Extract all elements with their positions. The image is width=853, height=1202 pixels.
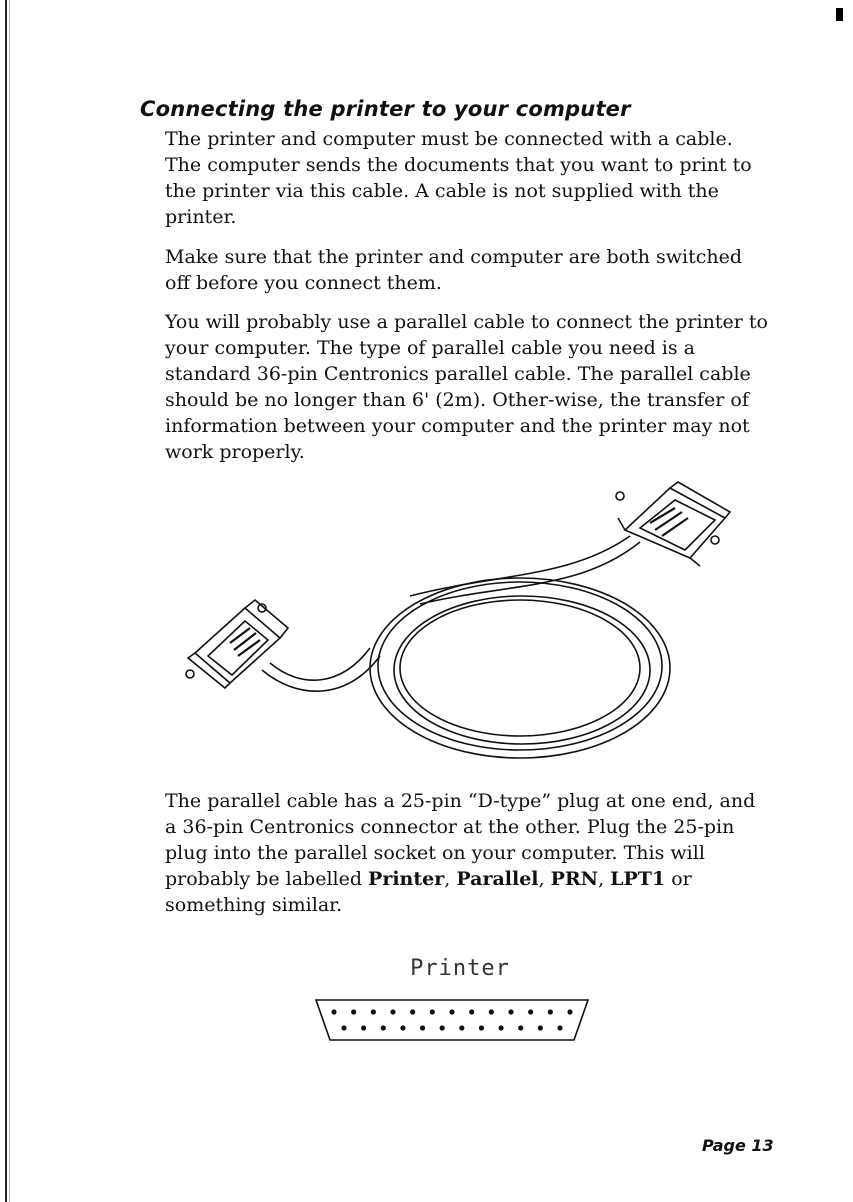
binding-edge-shadow <box>9 0 10 1202</box>
port-pin <box>420 1025 425 1030</box>
port-pin <box>528 1009 533 1014</box>
cable-lead-left <box>270 648 370 680</box>
port-pin <box>489 1009 494 1014</box>
section-heading: Connecting the printer to your computer <box>140 97 631 121</box>
paragraph-plug-instructions <box>165 788 770 918</box>
port-pin <box>430 1009 435 1014</box>
separator: , <box>444 868 457 890</box>
label-printer: Printer <box>368 868 445 890</box>
label-prn: PRN <box>550 868 599 890</box>
port-pin <box>518 1025 523 1030</box>
port-pin <box>410 1009 415 1014</box>
corner-registration-mark <box>836 8 843 21</box>
port-pin <box>341 1025 346 1030</box>
port-pin <box>400 1025 405 1030</box>
label-parallel: Parallel <box>456 868 539 890</box>
centronics-connector-right <box>616 482 730 566</box>
separator: , <box>538 868 551 890</box>
port-label: Printer <box>410 956 510 981</box>
port-pin <box>557 1025 562 1030</box>
paragraph-plug-text: The parallel cable has a 25-pin “D-type” plug at one end, and a 36-pin Centronics connector at the other. Plug the 25-pin plug into the parallel socket on your computer. This will probably be labelled <box>165 790 756 890</box>
port-pin <box>567 1009 572 1014</box>
label-lpt1: LPT1 <box>610 868 666 890</box>
db25-port-diagram <box>312 996 592 1044</box>
db25-port-outline <box>316 1000 588 1040</box>
port-pin <box>508 1009 513 1014</box>
port-pin <box>351 1009 356 1014</box>
port-pin <box>440 1025 445 1030</box>
pin-row-bottom <box>341 1025 562 1030</box>
port-pin <box>498 1025 503 1030</box>
port-pin <box>381 1025 386 1030</box>
port-pin <box>361 1025 366 1030</box>
paragraph-plug-tail: or something similar. <box>165 868 692 916</box>
port-pin <box>390 1009 395 1014</box>
paragraph-parallel-cable: You will probably use a parallel cable to connect the printer to your computer. The type of parallel cable you need is a standard 36-pin Centronics parallel cable. The parallel cable should be no longer than 6' (2m). Other-wise, the transfer of information between your computer and the printer may not work properly. <box>165 311 768 463</box>
port-pin <box>371 1009 376 1014</box>
port-pin <box>479 1025 484 1030</box>
page-number: Page 13 <box>702 1136 774 1155</box>
paragraph-cable-required: The printer and computer must be connected with a cable. The computer sends the documents that you want to print to the printer via this cable. A cable is not supplied with the printer. <box>165 128 752 228</box>
parallel-cable-illustration <box>170 478 740 778</box>
binding-edge <box>5 0 7 1202</box>
cable-coil <box>370 578 670 758</box>
centronics-connector-left <box>186 600 288 688</box>
port-pin <box>469 1009 474 1014</box>
port-pin <box>548 1009 553 1014</box>
port-pin <box>449 1009 454 1014</box>
port-pin <box>538 1025 543 1030</box>
port-pin <box>459 1025 464 1030</box>
paragraph-switch-off: Make sure that the printer and computer are both switched off before you connect them. <box>165 246 743 294</box>
separator: , <box>598 868 611 890</box>
port-pin <box>331 1009 336 1014</box>
pin-row-top <box>331 1009 572 1014</box>
